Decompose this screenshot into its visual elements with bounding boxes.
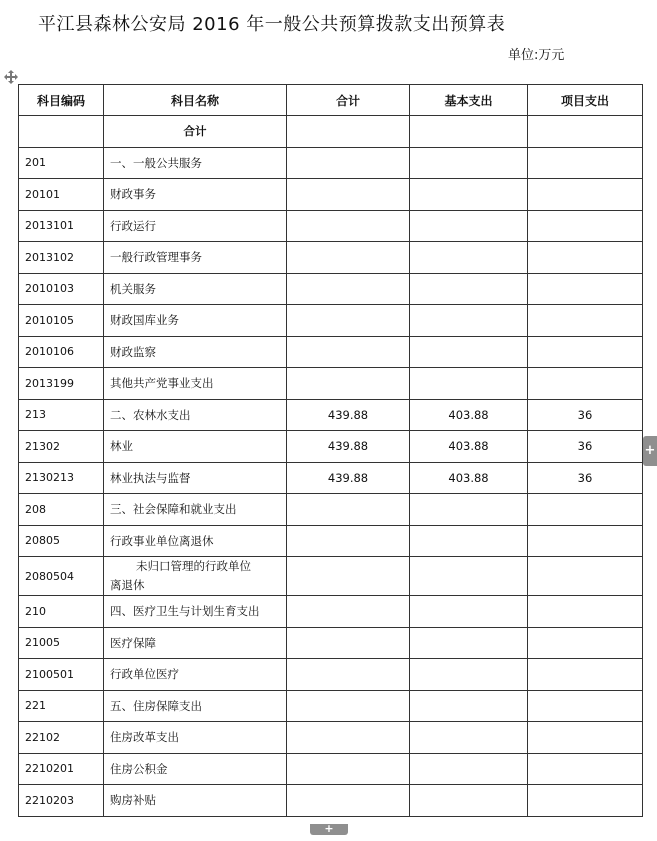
table-cell (19, 116, 104, 148)
subject-code: 20805 (19, 525, 104, 557)
subject-code: 2100501 (19, 659, 104, 691)
table-row (19, 399, 643, 431)
add-column-button[interactable] (643, 436, 657, 466)
basic-amount (410, 557, 528, 596)
unit-label: 单位:万元 (508, 48, 565, 63)
subject-name: 行政事业单位离退休 (104, 525, 287, 557)
subject-name: 林业执法与监督 (104, 462, 287, 494)
header-basic: 基本支出 (410, 85, 528, 116)
total-amount: 439.88 (287, 399, 410, 431)
project-amount (528, 753, 643, 785)
subject-name: 林业 (104, 431, 287, 463)
total-amount (287, 305, 410, 337)
project-amount (528, 659, 643, 691)
basic-amount (410, 596, 528, 628)
basic-amount: 403.88 (410, 431, 528, 463)
basic-amount (410, 368, 528, 400)
project-amount (528, 785, 643, 817)
subject-code: 21005 (19, 627, 104, 659)
basic-amount (410, 494, 528, 526)
basic-amount (410, 179, 528, 211)
table-row (19, 431, 643, 463)
header-total: 合计 (287, 85, 410, 116)
project-amount (528, 722, 643, 754)
subject-code: 201 (19, 147, 104, 179)
basic-amount (410, 627, 528, 659)
subject-code: 2013101 (19, 210, 104, 242)
subject-name-line2: 离退休 (110, 578, 145, 592)
table-row (19, 242, 643, 274)
table-row (19, 722, 643, 754)
subject-name: 住房改革支出 (104, 722, 287, 754)
project-amount (528, 525, 643, 557)
basic-amount (410, 659, 528, 691)
basic-amount (410, 722, 528, 754)
total-amount (287, 753, 410, 785)
project-amount (528, 690, 643, 722)
subject-name: 其他共产党事业支出 (104, 368, 287, 400)
project-amount (528, 368, 643, 400)
table-row (19, 273, 643, 305)
subject-name: 财政事务 (104, 179, 287, 211)
subject-name: 三、社会保障和就业支出 (104, 494, 287, 526)
subject-name: 财政国库业务 (104, 305, 287, 337)
subject-code: 2210203 (19, 785, 104, 817)
total-row (19, 116, 643, 148)
subject-code: 22102 (19, 722, 104, 754)
total-amount (287, 147, 410, 179)
table-row (19, 210, 643, 242)
subject-name: 一般行政管理事务 (104, 242, 287, 274)
header-project: 项目支出 (528, 85, 643, 116)
total-amount (287, 722, 410, 754)
total-amount (287, 785, 410, 817)
total-amount (287, 210, 410, 242)
project-amount (528, 627, 643, 659)
subject-code: 221 (19, 690, 104, 722)
project-amount (528, 336, 643, 368)
total-amount (287, 525, 410, 557)
move-cross-icon[interactable] (4, 70, 18, 84)
total-amount (287, 659, 410, 691)
table-cell (287, 116, 410, 148)
subject-name: 购房补贴 (104, 785, 287, 817)
basic-amount (410, 336, 528, 368)
basic-amount (410, 690, 528, 722)
subject-code: 210 (19, 596, 104, 628)
subject-name (104, 557, 287, 596)
project-amount (528, 242, 643, 274)
table-row (19, 627, 643, 659)
subject-name: 行政运行 (104, 210, 287, 242)
subject-name: 二、农林水支出 (104, 399, 287, 431)
table-row (19, 753, 643, 785)
basic-amount (410, 273, 528, 305)
basic-amount: 403.88 (410, 462, 528, 494)
table-row (19, 305, 643, 337)
table-row (19, 336, 643, 368)
table-row (19, 596, 643, 628)
table-row (19, 659, 643, 691)
basic-amount (410, 785, 528, 817)
table-row (19, 462, 643, 494)
project-amount (528, 557, 643, 596)
subject-name: 行政单位医疗 (104, 659, 287, 691)
subject-name: 住房公积金 (104, 753, 287, 785)
subject-code: 2010105 (19, 305, 104, 337)
budget-table (18, 84, 643, 817)
table-row (19, 147, 643, 179)
basic-amount (410, 753, 528, 785)
table-row (19, 494, 643, 526)
project-amount: 36 (528, 431, 643, 463)
subject-code: 2210201 (19, 753, 104, 785)
subject-code: 2080504 (19, 557, 104, 596)
subject-name: 一、一般公共服务 (104, 147, 287, 179)
total-amount (287, 596, 410, 628)
total-amount: 439.88 (287, 431, 410, 463)
subject-name: 五、住房保障支出 (104, 690, 287, 722)
subject-code: 208 (19, 494, 104, 526)
subject-name: 四、医疗卫生与计划生育支出 (104, 596, 287, 628)
table-row (19, 368, 643, 400)
subject-code: 2130213 (19, 462, 104, 494)
table-cell (528, 116, 643, 148)
project-amount (528, 273, 643, 305)
subject-name: 机关服务 (104, 273, 287, 305)
total-amount (287, 242, 410, 274)
table-cell (410, 116, 528, 148)
subject-code: 2010103 (19, 273, 104, 305)
project-amount (528, 210, 643, 242)
plus-icon: + (644, 443, 656, 458)
table-row (19, 179, 643, 211)
project-amount (528, 179, 643, 211)
total-amount (287, 336, 410, 368)
header-code: 科目编码 (19, 85, 104, 116)
table-row (19, 557, 643, 596)
subject-code: 21302 (19, 431, 104, 463)
project-amount (528, 596, 643, 628)
subject-name: 财政监察 (104, 336, 287, 368)
table-header-row (19, 85, 643, 116)
subject-name: 医疗保障 (104, 627, 287, 659)
total-amount (287, 690, 410, 722)
document-title: 平江县森林公安局 2016 年一般公共预算拨款支出预算表 (38, 14, 506, 35)
basic-amount (410, 242, 528, 274)
subject-code: 20101 (19, 179, 104, 211)
add-row-button[interactable] (310, 824, 348, 835)
subject-code: 213 (19, 399, 104, 431)
project-amount (528, 305, 643, 337)
subject-code: 2010106 (19, 336, 104, 368)
plus-icon: + (324, 822, 334, 835)
subject-code: 2013102 (19, 242, 104, 274)
project-amount: 36 (528, 462, 643, 494)
table-row (19, 525, 643, 557)
table-row (19, 690, 643, 722)
total-amount (287, 627, 410, 659)
basic-amount (410, 525, 528, 557)
total-amount (287, 557, 410, 596)
total-label: 合计 (104, 116, 287, 148)
project-amount (528, 494, 643, 526)
table-row (19, 785, 643, 817)
subject-name-line1: 未归口管理的行政单位 (136, 559, 251, 573)
project-amount (528, 147, 643, 179)
header-name: 科目名称 (104, 85, 287, 116)
project-amount: 36 (528, 399, 643, 431)
total-amount: 439.88 (287, 462, 410, 494)
basic-amount (410, 305, 528, 337)
total-amount (287, 273, 410, 305)
total-amount (287, 179, 410, 211)
basic-amount (410, 147, 528, 179)
total-amount (287, 368, 410, 400)
basic-amount (410, 210, 528, 242)
basic-amount: 403.88 (410, 399, 528, 431)
subject-code: 2013199 (19, 368, 104, 400)
total-amount (287, 494, 410, 526)
